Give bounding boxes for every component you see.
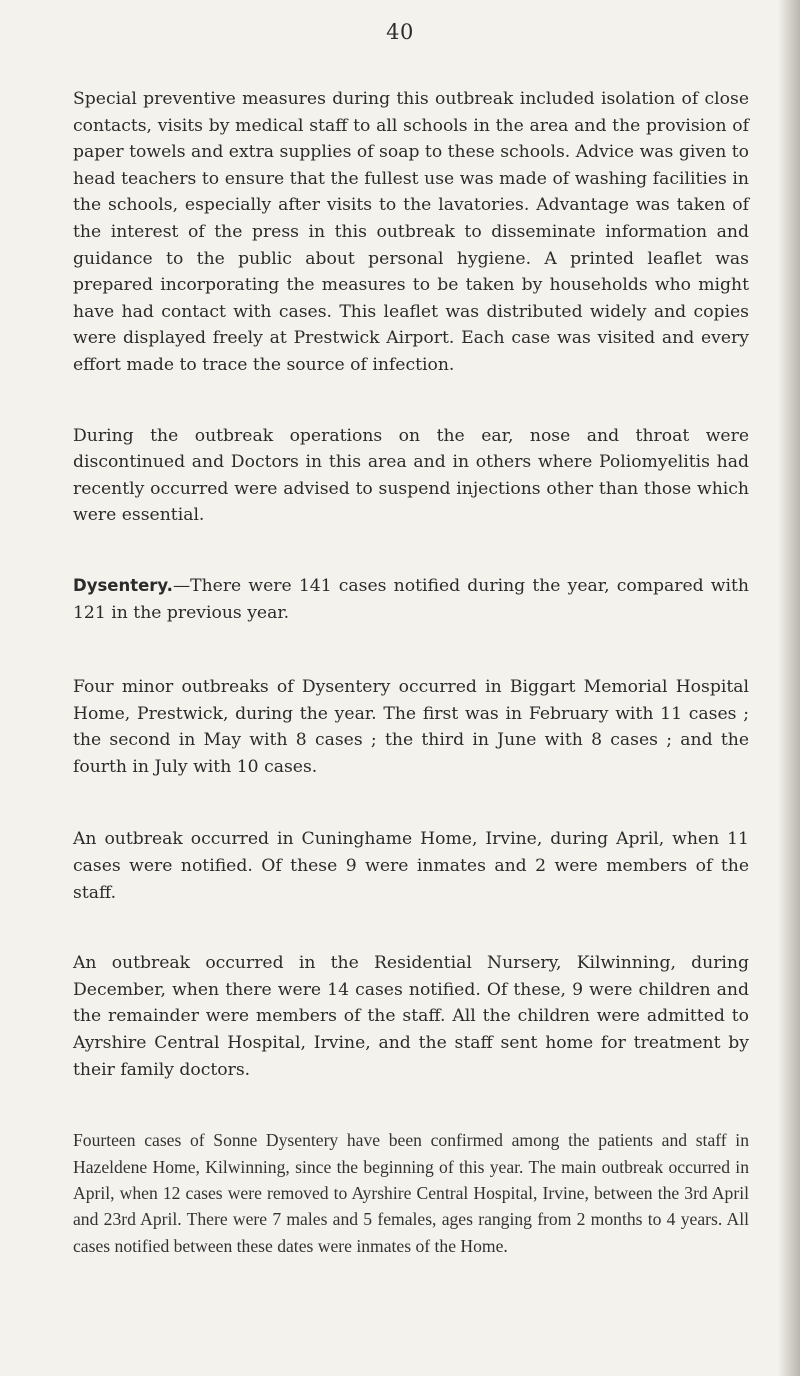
paragraph-preventive-measures <box>73 86 749 379</box>
paragraph-residential-nursery-outbreak <box>73 950 749 1083</box>
paragraph-text: Fourteen cases of Sonne Dysentery have been confirmed among the patients and staff in Hazeldene Home, Kilwinning, since the beginning of this year. The main outbreak occurred in April, when 12 cases were removed to Ayrshire Central Hospital, Irvine, between the 3rd April and 23rd April. There were 7 males and 5 females, ages ranging from 2 months to 4 years. All cases notified between these dates were inmates of the Home. <box>73 1130 749 1256</box>
paragraph-text: An outbreak occurred in Cuninghame Home, Irvine, during April, when 11 cases were notified. Of these 9 were inmates and 2 were members of the staff. <box>73 829 749 903</box>
paragraph-hazeldene-outbreak <box>73 1127 749 1259</box>
section-heading-dysentery: Dysentery. <box>73 575 173 595</box>
paragraph-text: During the outbreak operations on the ear, nose and throat were discontinued and Doctors in this area and in others where Poliomyelitis had recently occurred were advised to suspend injections other than those which were essential. <box>73 425 749 526</box>
body-text <box>73 86 749 1301</box>
paragraph-cuninghame-outbreak <box>73 826 749 906</box>
paragraph-text: An outbreak occurred in the Residential Nursery, Kilwinning, during December, when there were 14 cases notified. Of these, 9 were children and the remainder were members of the staff. All the children were admitted to Ayrshire Central Hospital, Irvine, and the staff sent home for treatment by their family doctors. <box>73 953 749 1080</box>
paragraph-text: Special preventive measures during this outbreak included isolation of close contacts, visits by medical staff to all schools in the area and the provision of paper towels and extra supplies of soap to these schools. Advice was given to head teachers to ensure that the fullest use was made of washing facilities in the schools, especially after visits to the lavatories. Advantage was taken of the interest of the press in this outbreak to disseminate information and guidance to the public about personal hygiene. A printed leaflet was prepared incorporating the measures to be taken by households who might have had contact with cases. This leaflet was distributed widely and copies were displayed freely at Prestwick Airport. Each case was visited and every effort made to trace the source of infection. <box>73 89 749 375</box>
paragraph-dysentery-cases <box>73 573 749 626</box>
paragraph-biggart-outbreaks <box>73 674 749 780</box>
paragraph-text: Four minor outbreaks of Dysentery occurred in Biggart Memorial Hospital Home, Prestwick, during the year. The first was in February with 11 cases ; the second in May with 8 cases ; the third in June with 8 cases ; and the fourth in July with 10 cases. <box>73 677 749 777</box>
paragraph-text: —There were 141 cases notified during the year, compared with 121 in the previous year. <box>73 575 749 623</box>
page-number: 40 <box>386 20 414 44</box>
page-edge-shadow <box>778 0 800 1376</box>
paragraph-operations-discontinued <box>73 423 749 529</box>
